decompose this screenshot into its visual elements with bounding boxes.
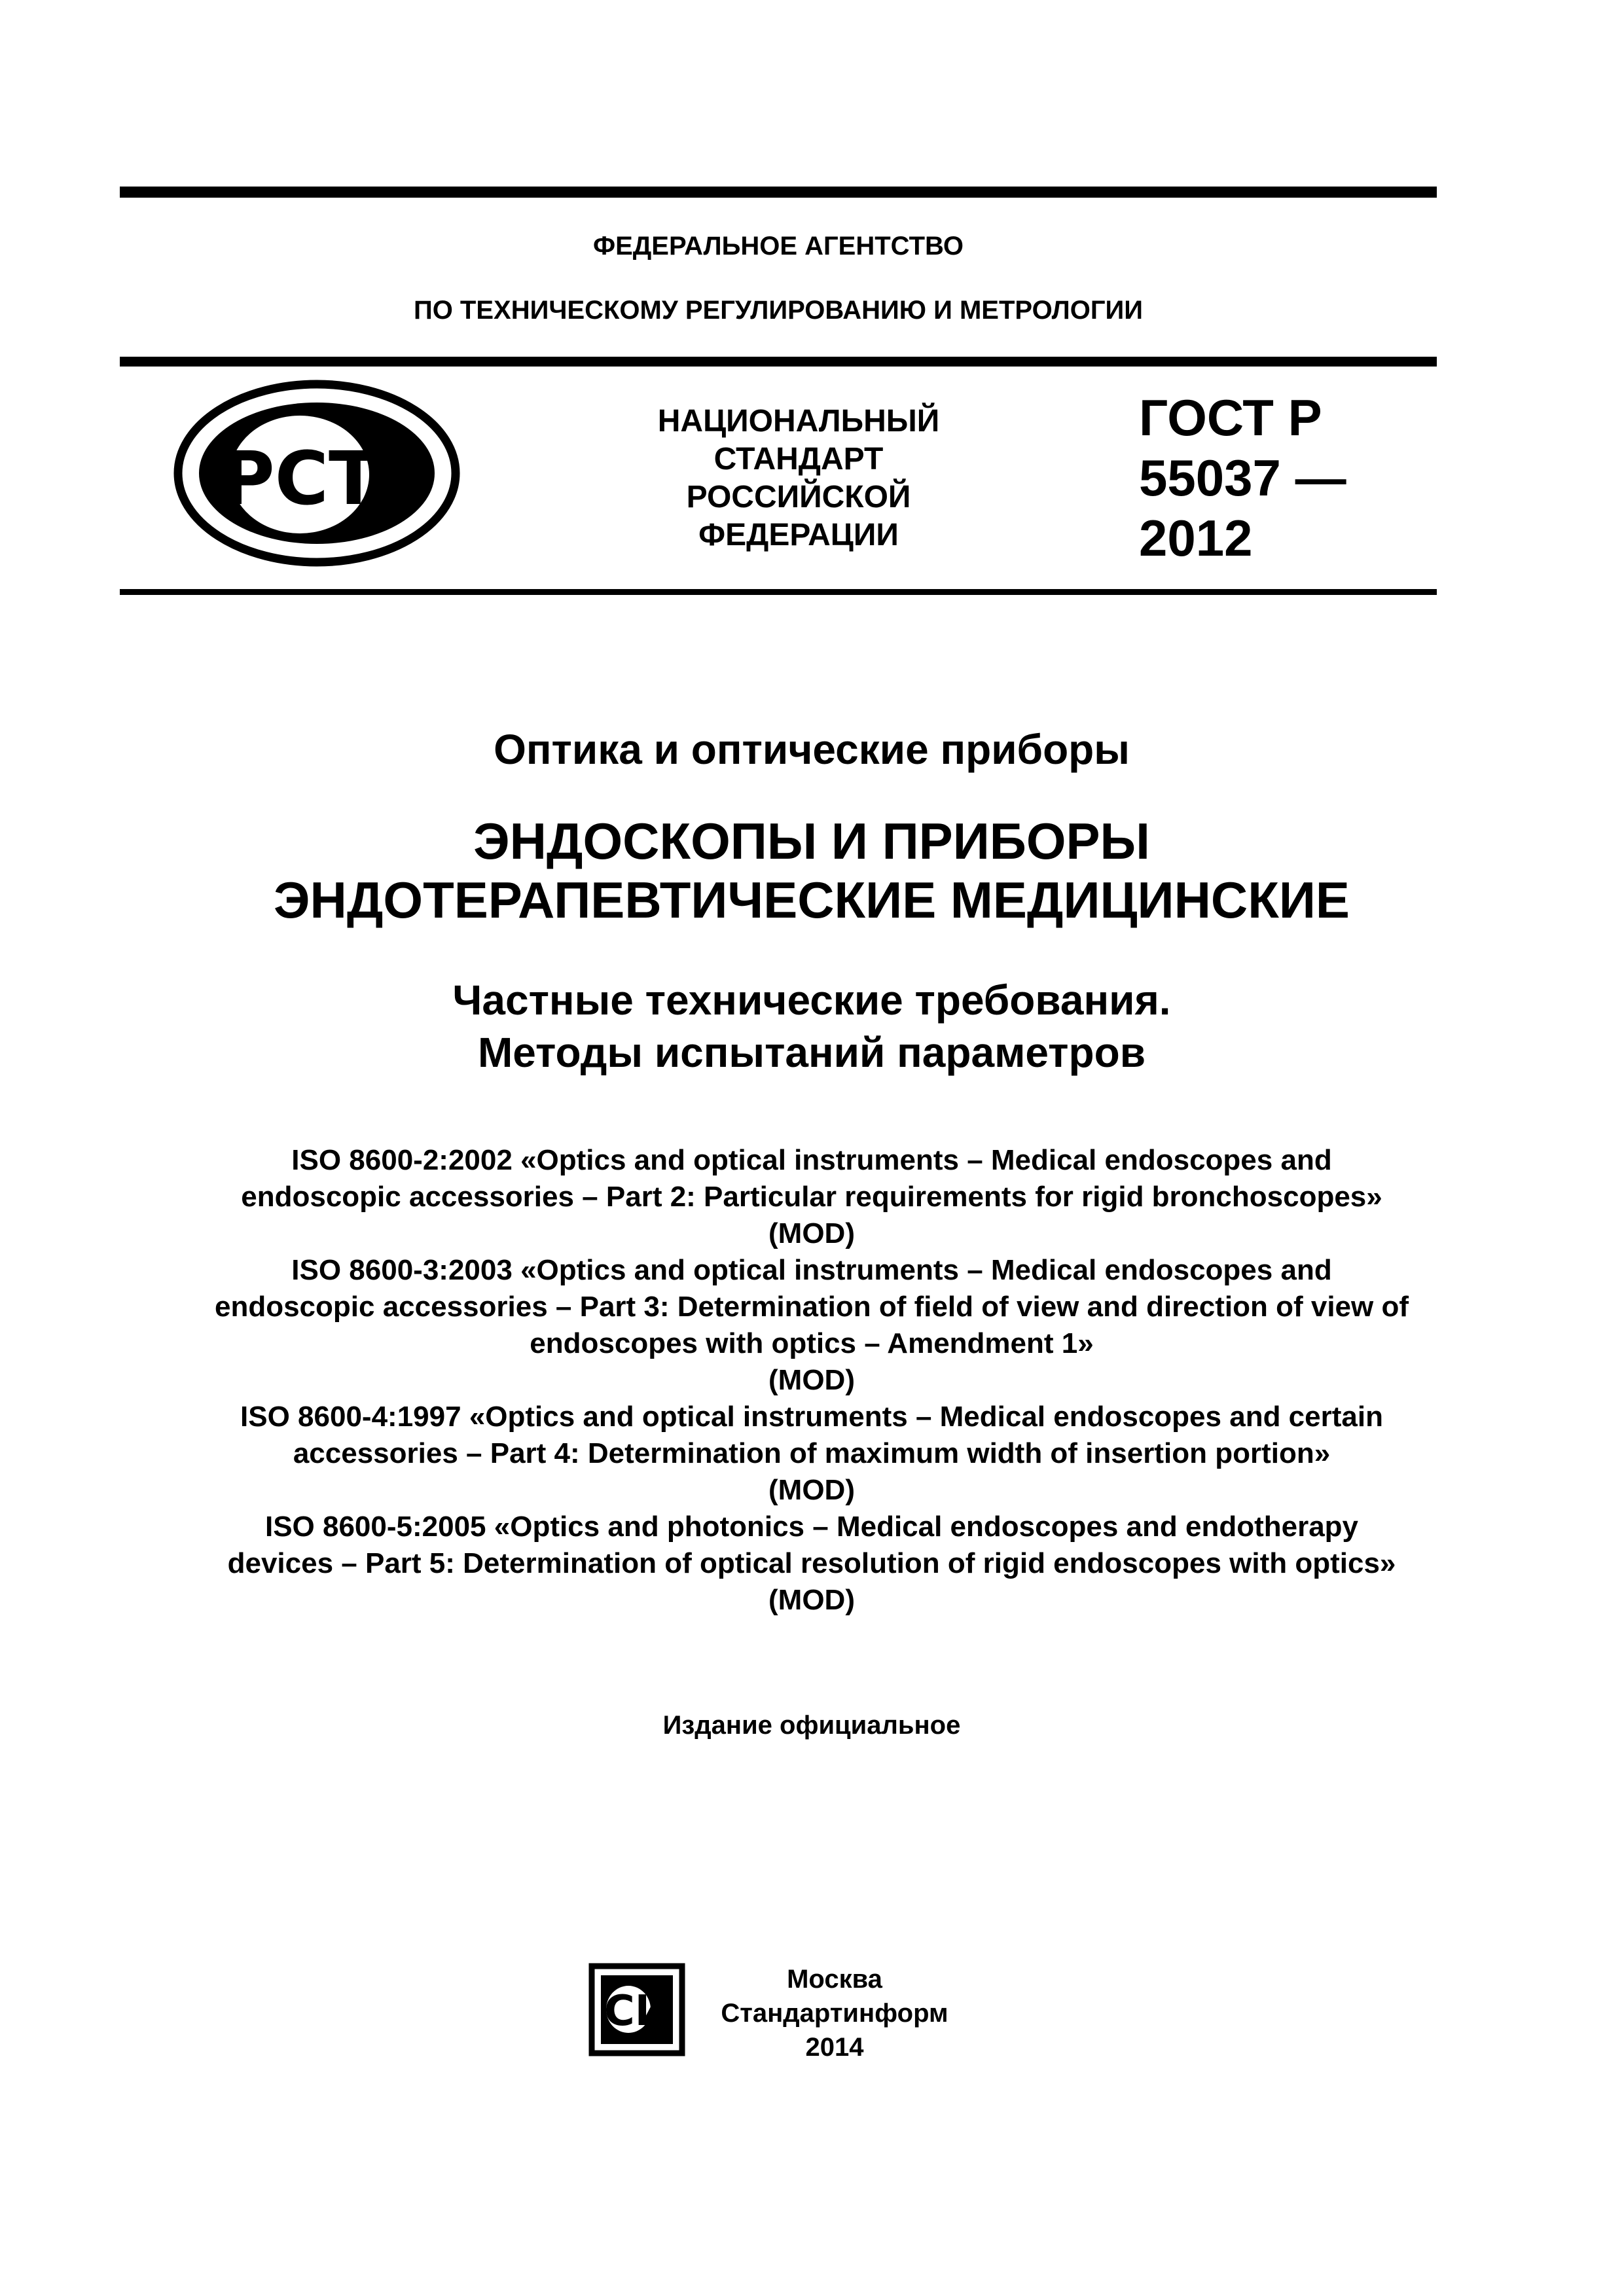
requirements-line-2: Методы испытаний параметров xyxy=(477,1029,1146,1076)
national-standard-label xyxy=(589,403,1008,554)
rst-logo xyxy=(171,376,473,573)
publisher-year: 2014 xyxy=(805,2033,864,2062)
reference-line: devices – Part 5: Determination of optical resolution of rigid endoscopes with optics» xyxy=(227,1547,1396,1579)
document-title-line-1: ЭНДОСКОПЫ И ПРИБОРЫ xyxy=(473,812,1150,870)
iso-references xyxy=(92,1142,1532,1619)
document-title-line-2: ЭНДОТЕРАПЕВТИЧЕСКИЕ МЕДИЦИНСКИЕ xyxy=(274,871,1350,929)
reference-line: endoscopes with optics – Amendment 1» xyxy=(530,1327,1094,1359)
publisher-name: Стандартинформ xyxy=(721,1999,948,2028)
reference-line: accessories – Part 4: Determination of maximum width of insertion portion» xyxy=(293,1437,1331,1469)
standard-code xyxy=(1139,387,1346,568)
reference-line: (MOD) xyxy=(768,1584,855,1616)
publisher-info xyxy=(717,1962,952,2064)
document-title xyxy=(92,812,1532,929)
agency-line-2: ПО ТЕХНИЧЕСКОМУ РЕГУЛИРОВАНИЮ И МЕТРОЛОГИИ xyxy=(413,296,1144,325)
reference-line: (MOD) xyxy=(768,1474,855,1506)
requirements-line-1: Частные технические требования. xyxy=(452,977,1171,1024)
publisher-city: Москва xyxy=(787,1965,882,1994)
reference-line: endoscopic accessories – Part 3: Determination of field of view and direction of view of xyxy=(214,1291,1409,1323)
standard-code-line-1: ГОСТ Р xyxy=(1139,389,1322,446)
reference-line: ISO 8600-4:1997 «Optics and optical instruments – Medical endoscopes and certain xyxy=(240,1401,1383,1433)
national-line-4: ФЕДЕРАЦИИ xyxy=(698,518,899,552)
national-line-3: РОССИЙСКОЙ xyxy=(686,480,911,514)
reference-line: ISO 8600-5:2005 «Optics and photonics – Medical endoscopes and endotherapy xyxy=(264,1511,1359,1543)
reference-line: ISO 8600-2:2002 «Optics and optical instruments – Medical endoscopes and xyxy=(291,1144,1332,1176)
document-subtitle: Оптика и оптические приборы xyxy=(494,726,1130,773)
header-rule xyxy=(120,357,1437,367)
edition-label: Издание официальное xyxy=(662,1711,961,1740)
logo-letters: РСТ xyxy=(221,437,379,522)
national-line-2: СТАНДАРТ xyxy=(713,442,884,476)
reference-line: (MOD) xyxy=(768,1217,855,1249)
national-line-1: НАЦИОНАЛЬНЫЙ xyxy=(657,404,940,439)
agency-line-1: ФЕДЕРАЛЬНОЕ АГЕНТСТВО xyxy=(592,232,964,260)
requirements-title xyxy=(92,974,1532,1079)
logo-rule xyxy=(120,589,1437,595)
reference-line: endoscopic accessories – Part 2: Particular requirements for rigid bronchoscopes» xyxy=(241,1181,1382,1213)
reference-line: (MOD) xyxy=(768,1364,855,1396)
reference-line: ISO 8600-3:2003 «Optics and optical instruments – Medical endoscopes and xyxy=(291,1254,1332,1286)
publisher-logo-letters: СИ xyxy=(604,1987,670,2036)
standartinform-logo xyxy=(588,1962,686,2057)
standard-code-line-3: 2012 xyxy=(1139,509,1253,567)
standard-code-line-2: 55037 — xyxy=(1139,449,1346,507)
top-rule xyxy=(120,187,1437,198)
